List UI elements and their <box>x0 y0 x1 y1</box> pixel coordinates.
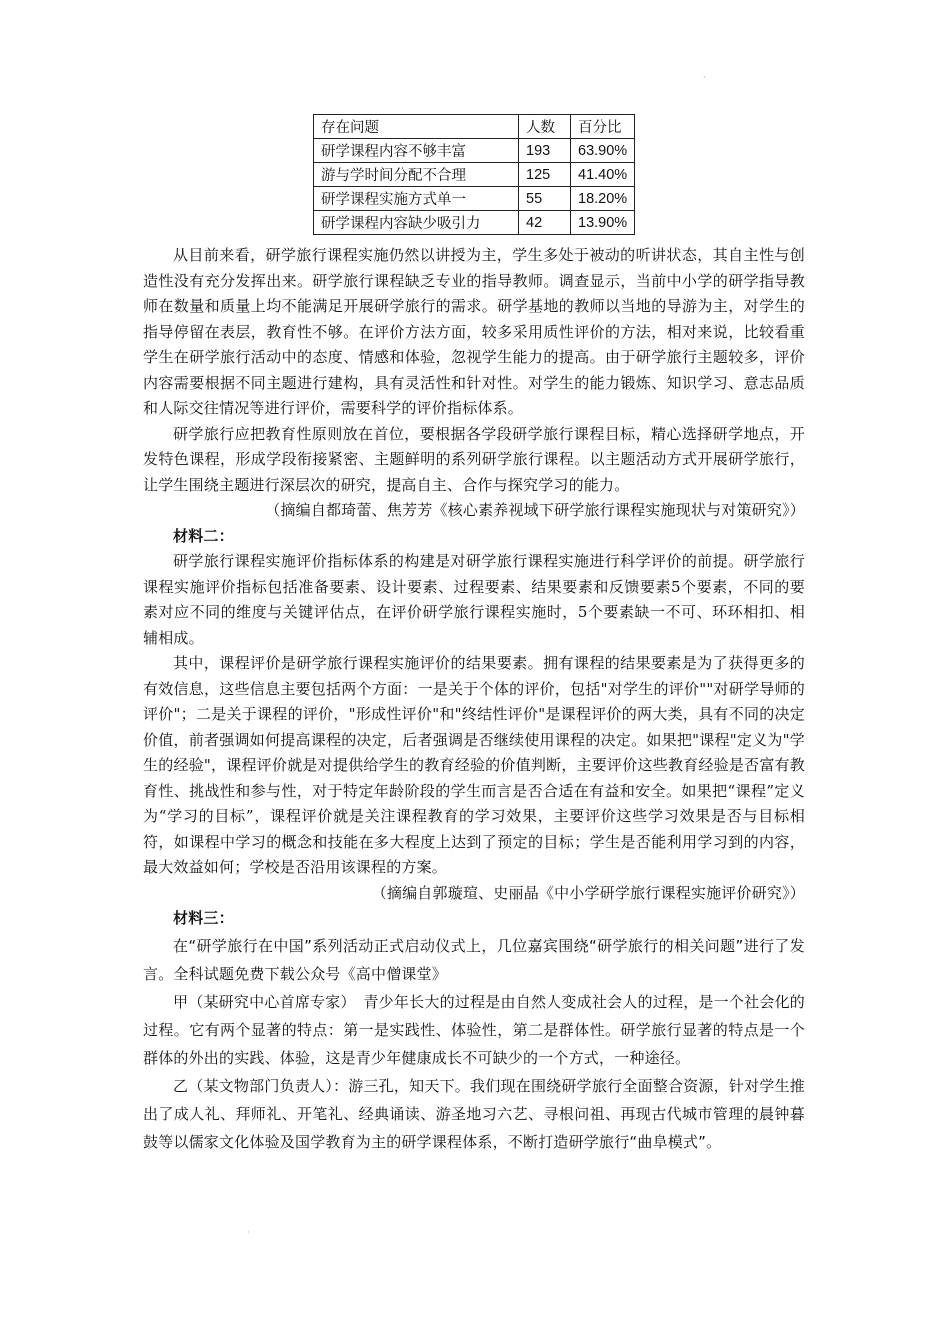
header-cell: 百分比 <box>571 115 635 139</box>
table-cell: 游与学时间分配不合理 <box>314 163 519 187</box>
material2-paragraph-1: 研学旅行课程实施评价指标体系的构建是对研学旅行课程实施进行科学评价的前提。研学旅行课程实施评价指标包括准备要素、设计要素、过程要素、结果要素和反馈要素5个要素，不同的要素对应不同的维度与关键评估点，在评价研学旅行课程实施时，5个要素缺一不可、环环相扣、相辅相成。 <box>143 552 805 647</box>
material3-paragraph-1: 在“研学旅行在中国”系列活动正式启动仪式上，几位嘉宾围绕“研学旅行的相关问题”进行了发言。全科试题免费下载公众号《高中僧课堂》 <box>143 936 805 983</box>
table-cell: 研学课程内容不够丰富 <box>314 139 519 163</box>
table-cell: 55 <box>519 187 571 211</box>
material2-paragraph-2: 其中，课程评价是研学旅行课程实施评价的结果要素。拥有课程的结果要素是为了获得更多的有效信息，这些信息主要包括两个方面：一是关于个体的评价，包括"对学生的评价""对研学导师的评价"；二是关于课程的评价，"形成性评价"和"终结性评价"是课程评价的两大类，具有不同的决定价值，前者强调如何提高课程的决定，后者强调是否继续使用课程的决定。如果把"课程"定义为"学生的经验"，课程评价就是对提供给学生的教育经验的价值判断，主要评价这些教育经验是否富有教育性、挑战性和参与性，对于特定年龄阶段的学生而言是否合适在有益和安全。如果把“课程”定义为“学习的目标”，课程评价就是关注课程教育的学习效果，主要评价这些学习效果是否与目标相符，如课程中学习的概念和技能在多大程度上达到了预定的目标；学生是否能利用学习到的内容，最大效益如何；学校是否沿用该课程的方案。 <box>143 654 805 876</box>
material1-source: （摘编自都琦蕾、焦芳芳《核心素养视域下研学旅行课程实施现状与对策研究》） <box>265 501 805 519</box>
table-cell: 41.40% <box>571 163 635 187</box>
survey-table <box>313 114 635 235</box>
page-mark: · <box>247 1228 250 1237</box>
table-row <box>314 163 635 187</box>
material1-paragraph-1: 从目前来看，研学旅行课程实施仍然以讲授为主，学生多处于被动的听讲状态，其自主性与创造性没有充分发挥出来。研学旅行课程缺乏专业的指导教师。调查显示，当前中小学的研学指导教师在数量和质量上均不能满足开展研学旅行的需求。研学基地的教师以当地的导游为主，对学生的指导停留在表层，教育性不够。在评价方法方面，较多采用质性评价的方法，相对来说，比较看重学生在研学旅行活动中的态度、情感和体验，忽视学生能力的提高。由于研学旅行主题较多，评价内容需要根据不同主题进行建构，具有灵活性和针对性。对学生的能力锻炼、知识学习、意志品质和人际交往情况等进行评价，需要科学的评价指标体系。 <box>143 246 805 417</box>
material3-paragraph-3: 乙（某文物部门负责人）：游三孔，知天下。我们现在围绕研学旅行全面整合资源，针对学生推出了成人礼、拜师礼、开笔礼、经典诵读、游圣地习六艺、寻根问祖、再现古代城市管理的晨钟暮鼓等以儒家文化体验及国学教育为主的研学课程体系，不断打造研学旅行“曲阜模式”。 <box>143 1076 805 1151</box>
table-row <box>314 211 635 235</box>
table-row <box>314 139 635 163</box>
table-cell: 研学课程内容缺少吸引力 <box>314 211 519 235</box>
material1-paragraph-2: 研学旅行应把教育性原则放在首位，要根据各学段研学旅行课程目标，精心选择研学地点，开发特色课程，形成学段衔接紧密、主题鲜明的系列研学旅行课程。以主题活动方式开展研学旅行，让学生围绕主题进行深层次的研究，提高自主、合作与探究学习的能力。 <box>143 424 805 494</box>
page-mark: · <box>703 73 706 82</box>
header-cell: 人数 <box>519 115 571 139</box>
material2-source: （摘编自郭璇瑄、史丽晶《中小学研学旅行课程实施评价研究》） <box>371 883 805 902</box>
table-cell: 193 <box>519 139 571 163</box>
header-cell: 存在问题 <box>314 115 519 139</box>
table-cell: 13.90% <box>571 211 635 235</box>
material2-heading: 材料二： <box>173 526 234 545</box>
table-cell: 63.90% <box>571 139 635 163</box>
article-body <box>143 243 805 1156</box>
table-cell: 18.20% <box>571 187 635 211</box>
table-cell: 研学课程实施方式单一 <box>314 187 519 211</box>
material3-paragraph-2: 甲（某研究中心首席专家） 青少年长大的过程是由自然人变成社会人的过程，是一个社会化的过程。它有两个显著的特点：第一是实践性、体验性，第二是群体性。研学旅行显著的特点是一个群体的外出的实践、体验，这是青少年健康成长不可缺少的一个方式，一种途径。 <box>143 992 805 1067</box>
table-header-row <box>314 115 635 139</box>
table-cell: 125 <box>519 163 571 187</box>
table-row <box>314 187 635 211</box>
material3-heading: 材料三： <box>173 909 234 927</box>
table-cell: 42 <box>519 211 571 235</box>
